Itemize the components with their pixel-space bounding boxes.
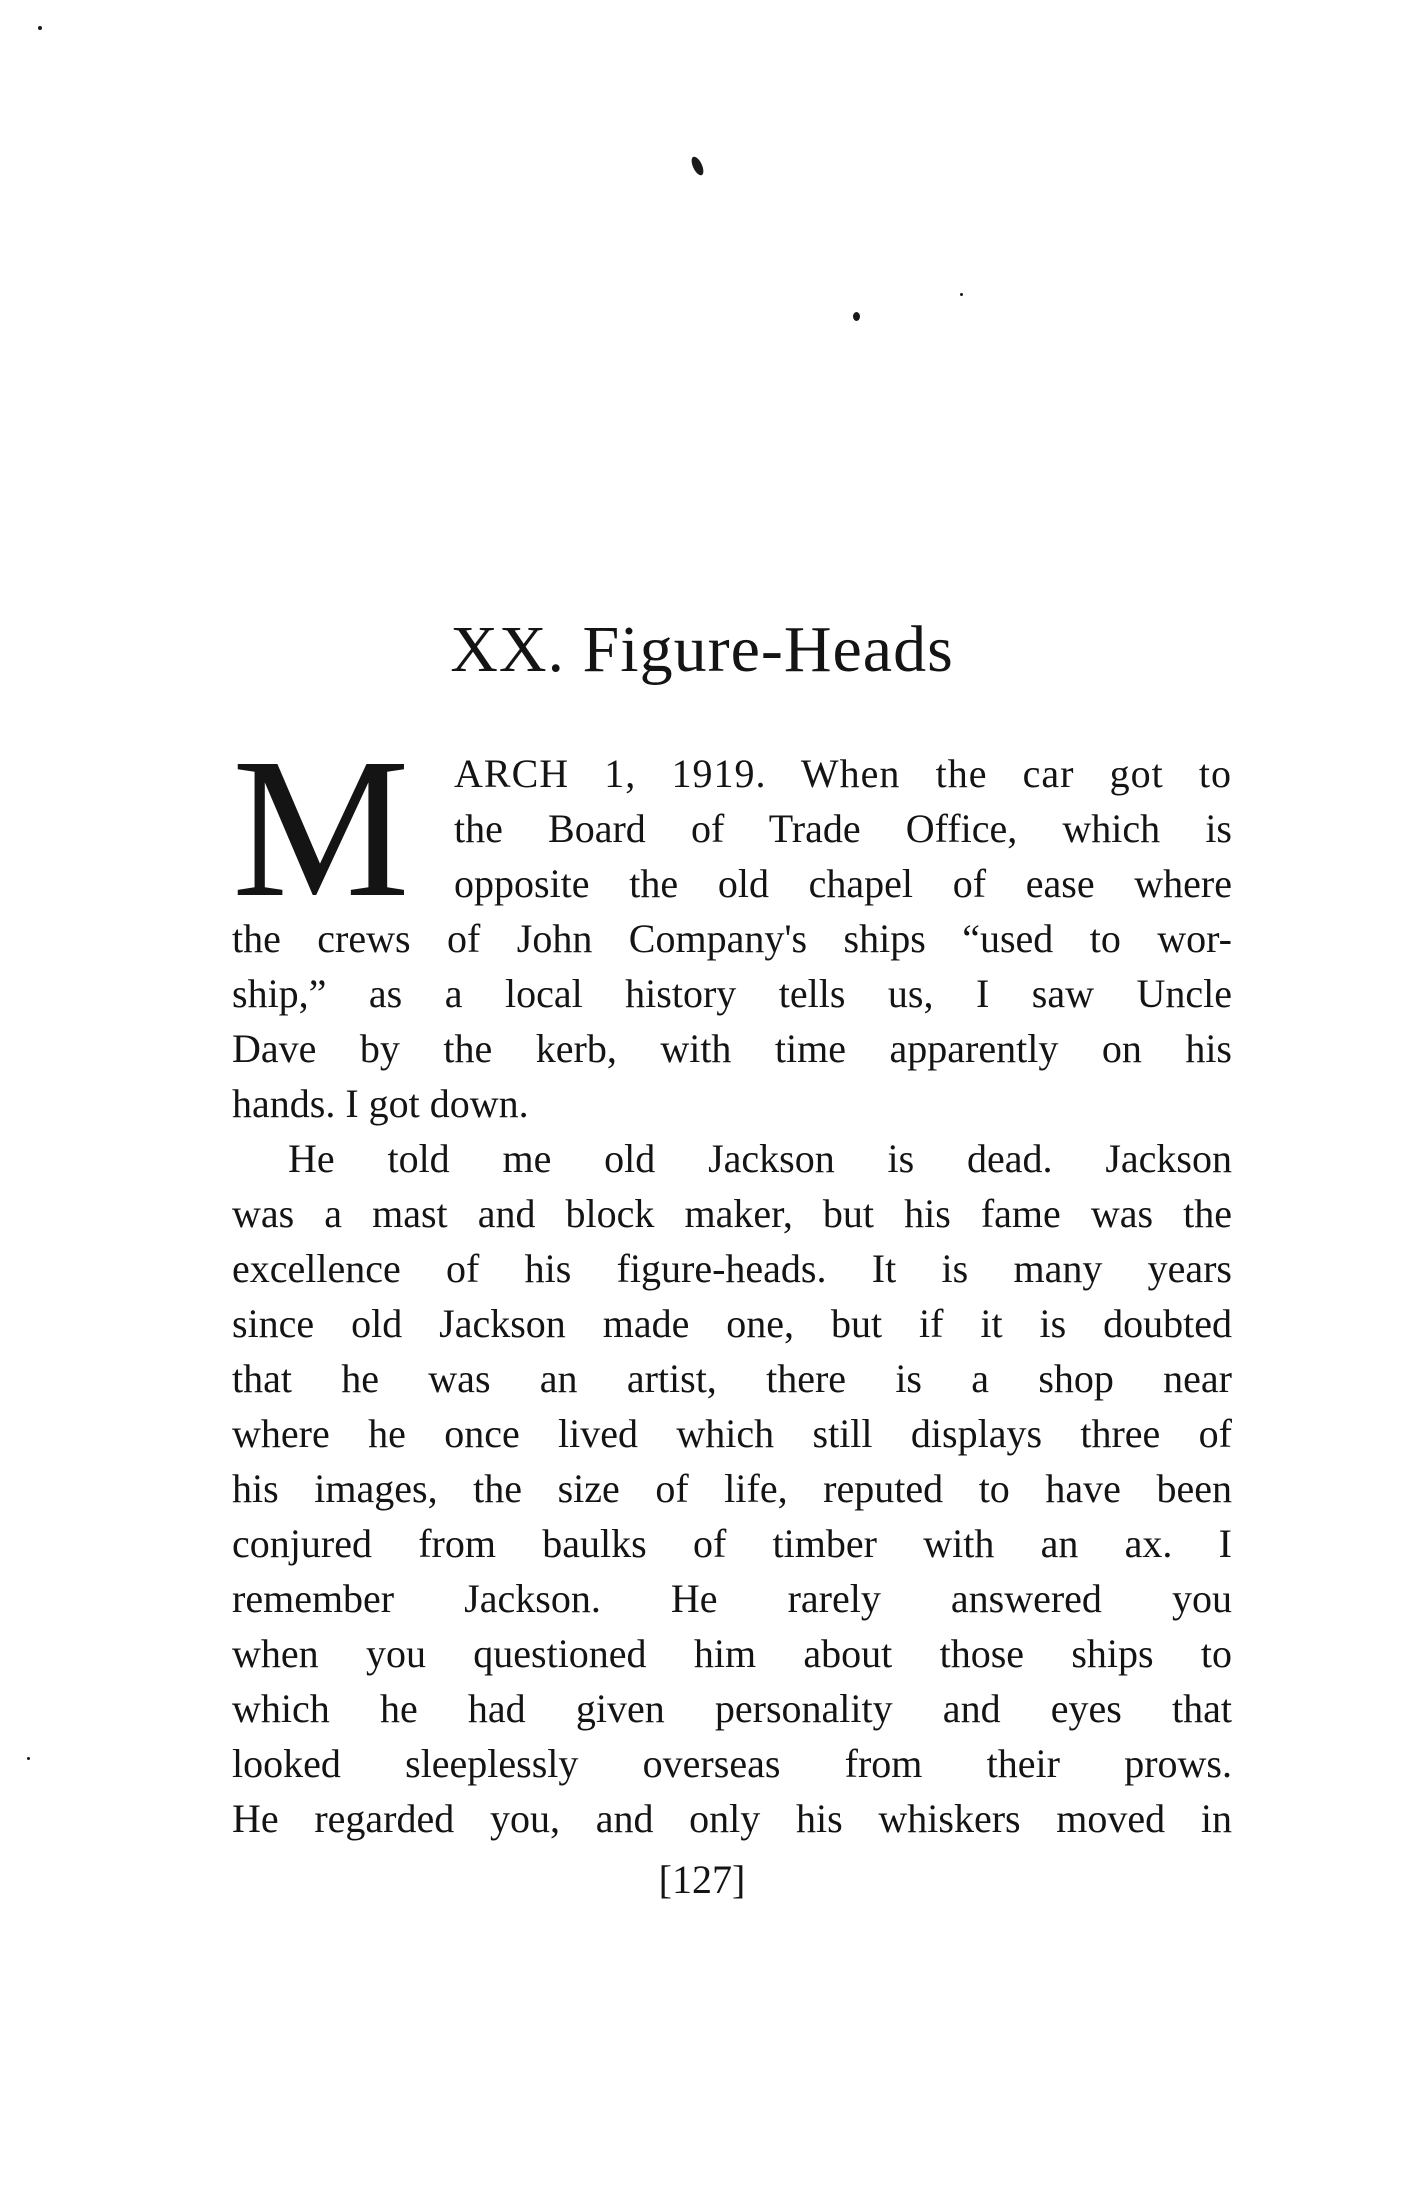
text-line: He regarded you, and only his whiskers moved in (232, 1796, 1232, 1841)
text-line: the Board of Trade Office, which is (454, 806, 1232, 851)
text-line: his images, the size of life, reputed to have been (232, 1466, 1232, 1511)
ink-speck (960, 293, 963, 296)
chapter-title: XX. Figure-Heads (450, 613, 954, 686)
ink-speck (38, 26, 42, 30)
text-line: looked sleeplessly overseas from their prows. (232, 1741, 1232, 1786)
paragraph-first-line: He told me old Jackson is dead. Jackson (288, 1136, 1232, 1181)
text-line: ARCH 1, 1919. When the car got to (454, 751, 1232, 796)
drop-cap: M (232, 718, 410, 939)
text-line: remember Jackson. He rarely answered you (232, 1576, 1232, 1621)
text-line: where he once lived which still displays three of (232, 1411, 1232, 1456)
ink-speck (27, 1757, 30, 1760)
text-line: Dave by the kerb, with time apparently on his (232, 1026, 1232, 1071)
text-line: the crews of John Company's ships “used to wor- (232, 916, 1232, 961)
text-line: excellence of his figure-heads. It is many years (232, 1246, 1232, 1291)
ink-speck (853, 312, 860, 321)
text-line: ship,” as a local history tells us, I saw Uncle (232, 971, 1232, 1016)
text-line: was a mast and block maker, but his fame was the (232, 1191, 1232, 1236)
text-line: when you questioned him about those ships to (232, 1631, 1232, 1676)
body-text (232, 718, 1232, 1846)
text-line: opposite the old chapel of ease where (454, 861, 1232, 906)
text-line: since old Jackson made one, but if it is doubted (232, 1301, 1232, 1346)
text-line: which he had given personality and eyes that (232, 1686, 1232, 1731)
text-line: hands. I got down. (232, 1081, 529, 1126)
text-line: that he was an artist, there is a shop near (232, 1356, 1232, 1401)
ink-speck (689, 155, 706, 177)
page-number: [127] (658, 1857, 746, 1902)
text-line: conjured from baulks of timber with an ax. I (232, 1521, 1232, 1566)
